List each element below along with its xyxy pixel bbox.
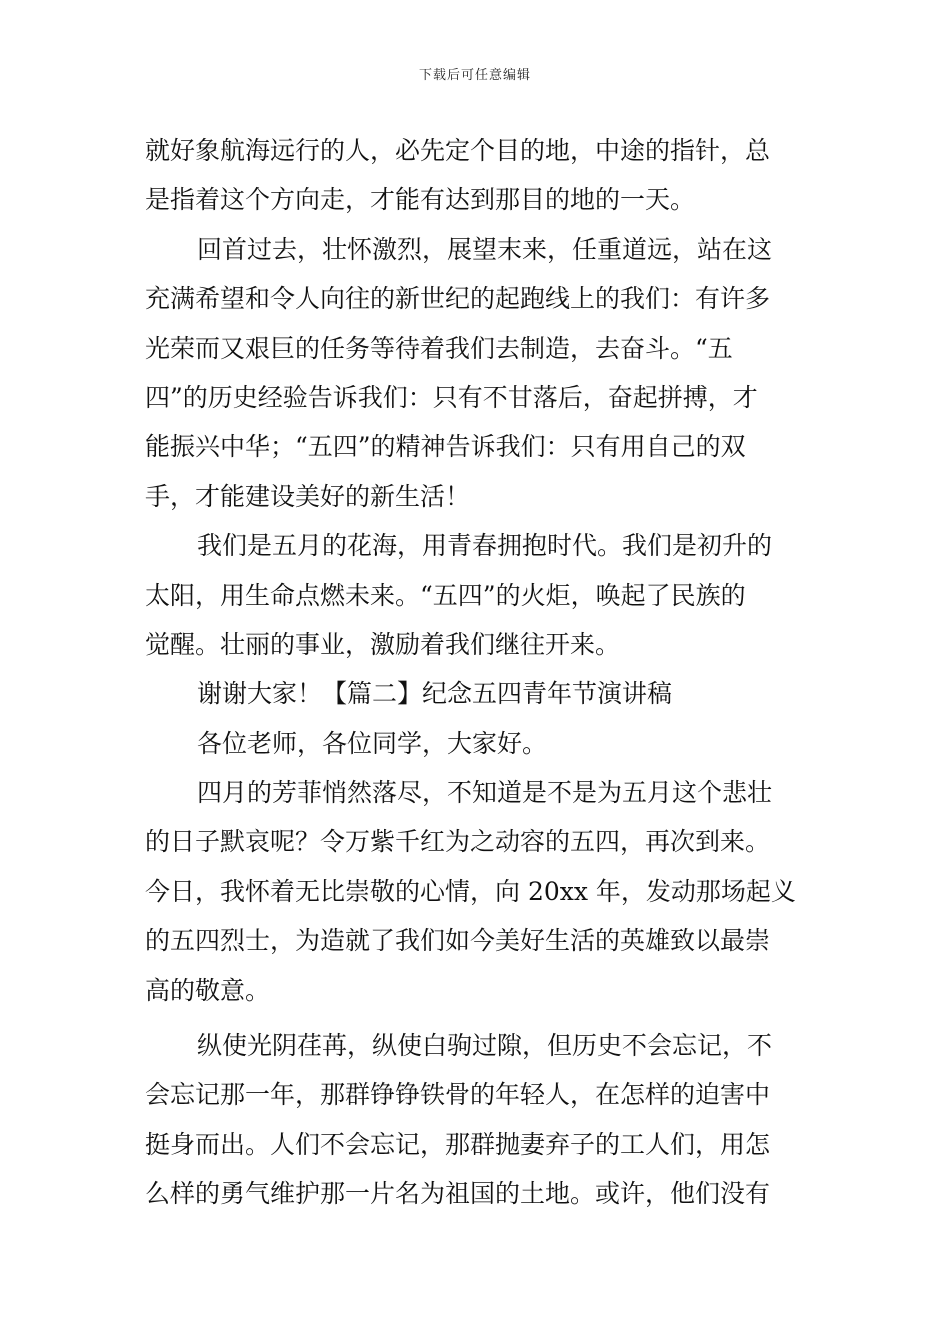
text-line: 我们是五月的花海，用青春拥抱时代。我们是初升的 — [197, 531, 773, 561]
text-line: 四月的芳菲悄然落尽，不知道是不是为五月这个悲壮 — [197, 778, 773, 808]
text-line: 光荣而又艰巨的任务等待着我们去制造，去奋斗。“五 — [145, 333, 733, 363]
text-line: 充满希望和令人向往的新世纪的起跑线上的我们：有许多 — [145, 284, 771, 314]
text-line: 的日子默哀呢？令万紫千红为之动容的五四，再次到来。 — [145, 827, 771, 857]
text-line: 能振兴中华；“五四”的精神告诉我们：只有用自己的双 — [145, 432, 746, 462]
text-line: 是指着这个方向走，才能有达到那目的地的一天。 — [145, 185, 696, 215]
page-header: 下载后可任意编辑 — [418, 68, 531, 83]
text-line: 挺身而出。人们不会忘记，那群抛妻弃子的工人们，用怎 — [145, 1129, 771, 1159]
body-text — [145, 126, 805, 1219]
text-line: 今日，我怀着无比崇敬的心情，向 20xx 年，发动那场起义 — [145, 876, 796, 906]
text-line: 高的敬意。 — [145, 975, 271, 1005]
text-line: 么样的勇气维护那一片名为祖国的土地。或许，他们没有 — [145, 1179, 771, 1209]
text-line: 手，才能建设美好的新生活！ — [145, 481, 471, 511]
text-line: 觉醒。壮丽的事业，激励着我们继往开来。 — [145, 629, 621, 659]
text-line: 四”的历史经验告诉我们：只有不甘落后，奋起拼搏，才 — [145, 382, 758, 412]
text-line: 太阳，用生命点燃未来。“五四”的火炬，唤起了民族的 — [145, 580, 746, 610]
text-line: 会忘记那一年，那群铮铮铁骨的年轻人，在怎样的迫害中 — [145, 1080, 771, 1110]
text-line: 各位老师，各位同学，大家好。 — [197, 728, 548, 758]
text-line: 就好象航海远行的人，必先定个目的地，中途的指针，总 — [145, 136, 771, 165]
text-line: 回首过去，壮怀激烈，展望末来，任重道远，站在这 — [197, 234, 773, 264]
text-line: 的五四烈士，为造就了我们如今美好生活的英雄致以最崇 — [145, 926, 771, 956]
text-line: 纵使光阴荏苒，纵使白驹过隙，但历史不会忘记，不 — [197, 1031, 773, 1061]
text-line: 谢谢大家！【篇二】纪念五四青年节演讲稿 — [197, 679, 673, 709]
